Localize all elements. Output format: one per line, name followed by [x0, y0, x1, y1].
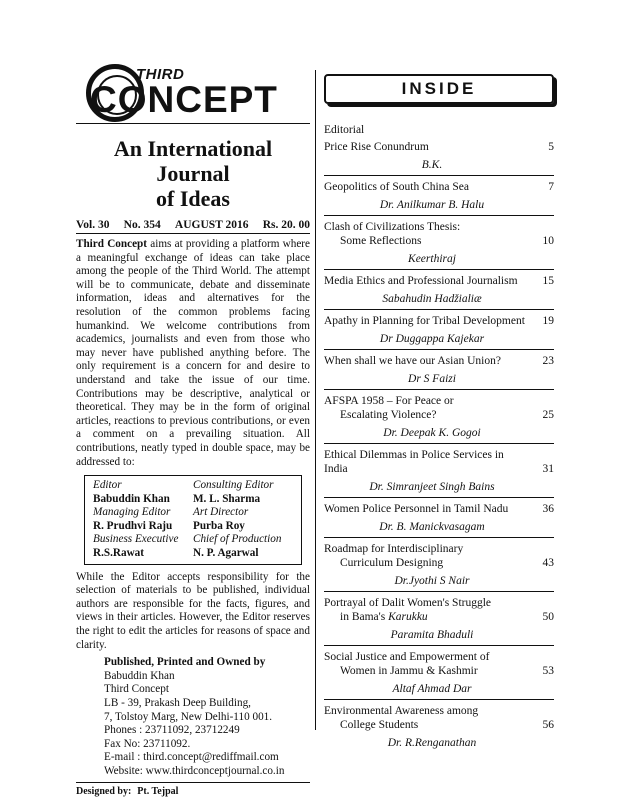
toc-entry[interactable] — [324, 216, 554, 270]
toc-title-line: Price Rise Conundrum — [324, 141, 429, 153]
staff-role: Business Executive — [93, 533, 179, 546]
toc-page-number: 50 — [542, 611, 554, 623]
table-of-contents — [324, 136, 554, 753]
toc-entry-title — [324, 502, 526, 516]
logo-concept-text: CONCEPT — [90, 79, 278, 120]
publisher-email: E-mail : third.concept@rediffmail.com — [104, 751, 279, 764]
toc-title-line: Ethical Dilemmas in Police Services in India — [324, 449, 504, 475]
toc-title-line: Women in Jammu & Kashmir — [340, 665, 478, 677]
toc-title-line: Environmental Awareness among — [324, 705, 479, 717]
publisher-line: Phones : 23711092, 23712249 — [104, 724, 240, 737]
toc-title-line: Social Justice and Empowerment of — [324, 651, 490, 663]
publisher-block — [104, 656, 310, 778]
toc-title-line: Roadmap for Interdisciplinary — [324, 543, 464, 555]
toc-title-line: College Students — [340, 719, 419, 731]
toc-page-number: 5 — [548, 141, 554, 153]
toc-title-line: Media Ethics and Professional Journalism — [324, 275, 518, 287]
toc-page-number: 10 — [542, 235, 554, 247]
footer-rule — [76, 782, 310, 783]
issue-number: No. 354 — [123, 219, 161, 231]
toc-entry-title — [324, 448, 526, 476]
toc-page-number: 31 — [542, 463, 554, 475]
publisher-line: LB - 39, Prakash Deep Building, — [104, 697, 251, 709]
publisher-line: 7, Tolstoy Marg, New Delhi-110 001. — [104, 710, 273, 723]
toc-author: Altaf Ahmad Dar — [392, 683, 472, 695]
toc-entry-row — [324, 448, 554, 476]
staff-role: Chief of Production — [193, 533, 282, 546]
toc-entry-row — [324, 542, 554, 570]
toc-entry-title — [324, 180, 526, 194]
toc-title-line: Clash of Civilizations Thesis: — [324, 221, 461, 233]
toc-entry[interactable] — [324, 498, 554, 538]
about-text: aims at providing a platform where a meaningful exchange of ideas can take place among the people of the Third World. The attempt will be to communicate, debate and disseminate information, ideas and alternatives for the resolution of the common problems facing humankind. We welcome contributions from academics, journalists and even from those who may never have published anything before. The only requirement is a concern for and desire to understand and take the issue of our time. Contributions may be descriptive, analytical or theoretical. They may be in the form of original articles, reactions to previous contributions, or even a comment on a prevailing situation. All contributions, neatly typed in double space, may be addressed to: — [76, 238, 310, 468]
publisher-title: Published, Printed and Owned by — [104, 656, 266, 669]
toc-page-number: 25 — [542, 409, 554, 421]
toc-entry-row — [324, 274, 554, 288]
toc-title-line: Geopolitics of South China Sea — [324, 181, 470, 193]
toc-entry[interactable] — [324, 390, 554, 444]
staff-name: Purba Roy — [193, 519, 245, 532]
toc-entry-row — [324, 140, 554, 154]
toc-entry[interactable] — [324, 538, 554, 592]
staff-name: Babuddin Khan — [93, 492, 170, 505]
toc-page-number: 43 — [542, 557, 554, 569]
inside-heading-box — [324, 74, 554, 104]
toc-title-line: Portrayal of Dalit Women's Struggle — [324, 597, 492, 609]
staff-role: Art Director — [193, 506, 249, 519]
masthead-column — [76, 62, 310, 797]
toc-page-number: 36 — [542, 503, 554, 515]
toc-entry-row — [324, 180, 554, 194]
toc-entry-row — [324, 354, 554, 368]
toc-entry-row — [324, 502, 554, 516]
toc-entry[interactable] — [324, 646, 554, 700]
book-title: Karukku — [388, 611, 428, 623]
toc-entry[interactable] — [324, 700, 554, 753]
toc-page-number: 15 — [542, 275, 554, 287]
toc-author: Dr S Faizi — [408, 373, 456, 385]
toc-entry[interactable] — [324, 270, 554, 310]
toc-page-number: 53 — [542, 665, 554, 677]
logo-third-text: THIRD — [136, 66, 185, 83]
toc-entry[interactable] — [324, 350, 554, 390]
toc-author: Dr. Anilkumar B. Halu — [379, 199, 485, 211]
toc-entry-row — [324, 314, 554, 328]
toc-title-line: Escalating Violence? — [340, 409, 437, 421]
publisher-line: Fax No: 23711092. — [104, 737, 191, 750]
about-lead: Third Concept — [76, 238, 147, 250]
toc-page-number: 7 — [548, 181, 554, 193]
toc-entry-title — [324, 704, 526, 732]
toc-entry-title — [324, 314, 526, 328]
about-paragraph — [76, 238, 310, 469]
publisher-line: Third Concept — [104, 683, 169, 696]
price: Rs. 20. 00 — [262, 219, 310, 231]
inside-heading: INSIDE — [401, 79, 477, 98]
toc-entry-row — [324, 394, 554, 422]
toc-title-line: Women Police Personnel in Tamil Nadu — [324, 503, 509, 515]
editor-disclaimer: While the Editor accepts responsibility for the selection of materials to be published, individual authors are responsible for the facts, figures, and views in their articles. However, the Editor reserves the right to edit the articles for reasons of space and clarity. — [76, 570, 310, 651]
staff-role: Consulting Editor — [193, 479, 274, 492]
toc-entry-title — [324, 596, 526, 624]
toc-author: Sabahudin Hadžialiæ — [382, 293, 482, 305]
column-divider — [315, 70, 316, 730]
toc-author: Dr Duggappa Kajekar — [379, 333, 485, 345]
toc-title-line: Some Reflections — [340, 235, 422, 247]
staff-name: R.S.Rawat — [93, 547, 144, 560]
staff-role: Editor — [93, 479, 122, 492]
designed-by-label: Designed by: — [76, 785, 132, 797]
toc-entry-title — [324, 140, 526, 154]
designer-name: Pt. Tejpal — [137, 785, 179, 797]
toc-entry-row — [324, 650, 554, 678]
toc-entry-title — [324, 274, 526, 288]
toc-author: Dr. Deepak K. Gogoi — [383, 427, 481, 439]
toc-entry[interactable] — [324, 176, 554, 216]
toc-entry-row — [324, 220, 554, 248]
journal-title-line1: An International Journal — [113, 136, 273, 186]
toc-entry-row — [324, 704, 554, 732]
section-label-editorial: Editorial — [324, 124, 365, 136]
toc-entry[interactable] — [324, 592, 554, 646]
toc-entry-title — [324, 394, 526, 422]
staff-role: Managing Editor — [93, 506, 171, 519]
toc-page-number: 56 — [542, 719, 554, 731]
toc-author: Dr. Simranjeet Singh Bains — [369, 481, 495, 493]
toc-entry-title — [324, 650, 526, 678]
publisher-website: Website: www.thirdconceptjournal.co.in — [104, 764, 285, 777]
toc-author: Keerthiraj — [408, 253, 456, 265]
toc-entry-title — [324, 220, 526, 248]
toc-author: Paramita Bhaduli — [390, 629, 474, 641]
toc-title-line: Apathy in Planning for Tribal Development — [324, 315, 525, 327]
staff-name: R. Prudhvi Raju — [93, 519, 173, 532]
toc-title-line: When shall we have our Asian Union? — [324, 355, 501, 367]
toc-entry-title — [324, 542, 526, 570]
toc-entry[interactable] — [324, 136, 554, 176]
staff-box — [84, 475, 302, 565]
toc-author: B.K. — [421, 159, 443, 171]
third-concept-logo — [76, 62, 310, 124]
publisher-line: Babuddin Khan — [104, 669, 175, 682]
journal-title-line2: of Ideas — [156, 186, 230, 211]
toc-title-line: Curriculum Designing — [340, 557, 444, 569]
toc-page-number: 19 — [542, 315, 554, 327]
toc-entry-row — [324, 596, 554, 624]
toc-entry[interactable] — [324, 444, 554, 498]
toc-title-line: in Bama's Karukku — [340, 611, 428, 623]
designed-by — [76, 786, 310, 797]
toc-page-number: 23 — [542, 355, 554, 367]
toc-title-line: AFSPA 1958 – For Peace or — [324, 395, 454, 407]
toc-author: Dr.Jyothi S Nair — [394, 575, 470, 587]
issue-date: AUGUST 2016 — [174, 219, 249, 231]
contents-column — [324, 74, 554, 753]
toc-author: Dr. R.Renganathan — [387, 737, 477, 749]
toc-entry[interactable] — [324, 310, 554, 350]
logo-underline — [76, 123, 310, 124]
staff-name: M. L. Sharma — [193, 492, 261, 505]
journal-title — [76, 136, 310, 211]
staff-name: N. P. Agarwal — [193, 547, 259, 560]
issue-line — [76, 219, 310, 234]
toc-entry-title — [324, 354, 526, 368]
volume: Vol. 30 — [76, 219, 110, 231]
toc-author: Dr. B. Manickvasagam — [379, 521, 485, 533]
